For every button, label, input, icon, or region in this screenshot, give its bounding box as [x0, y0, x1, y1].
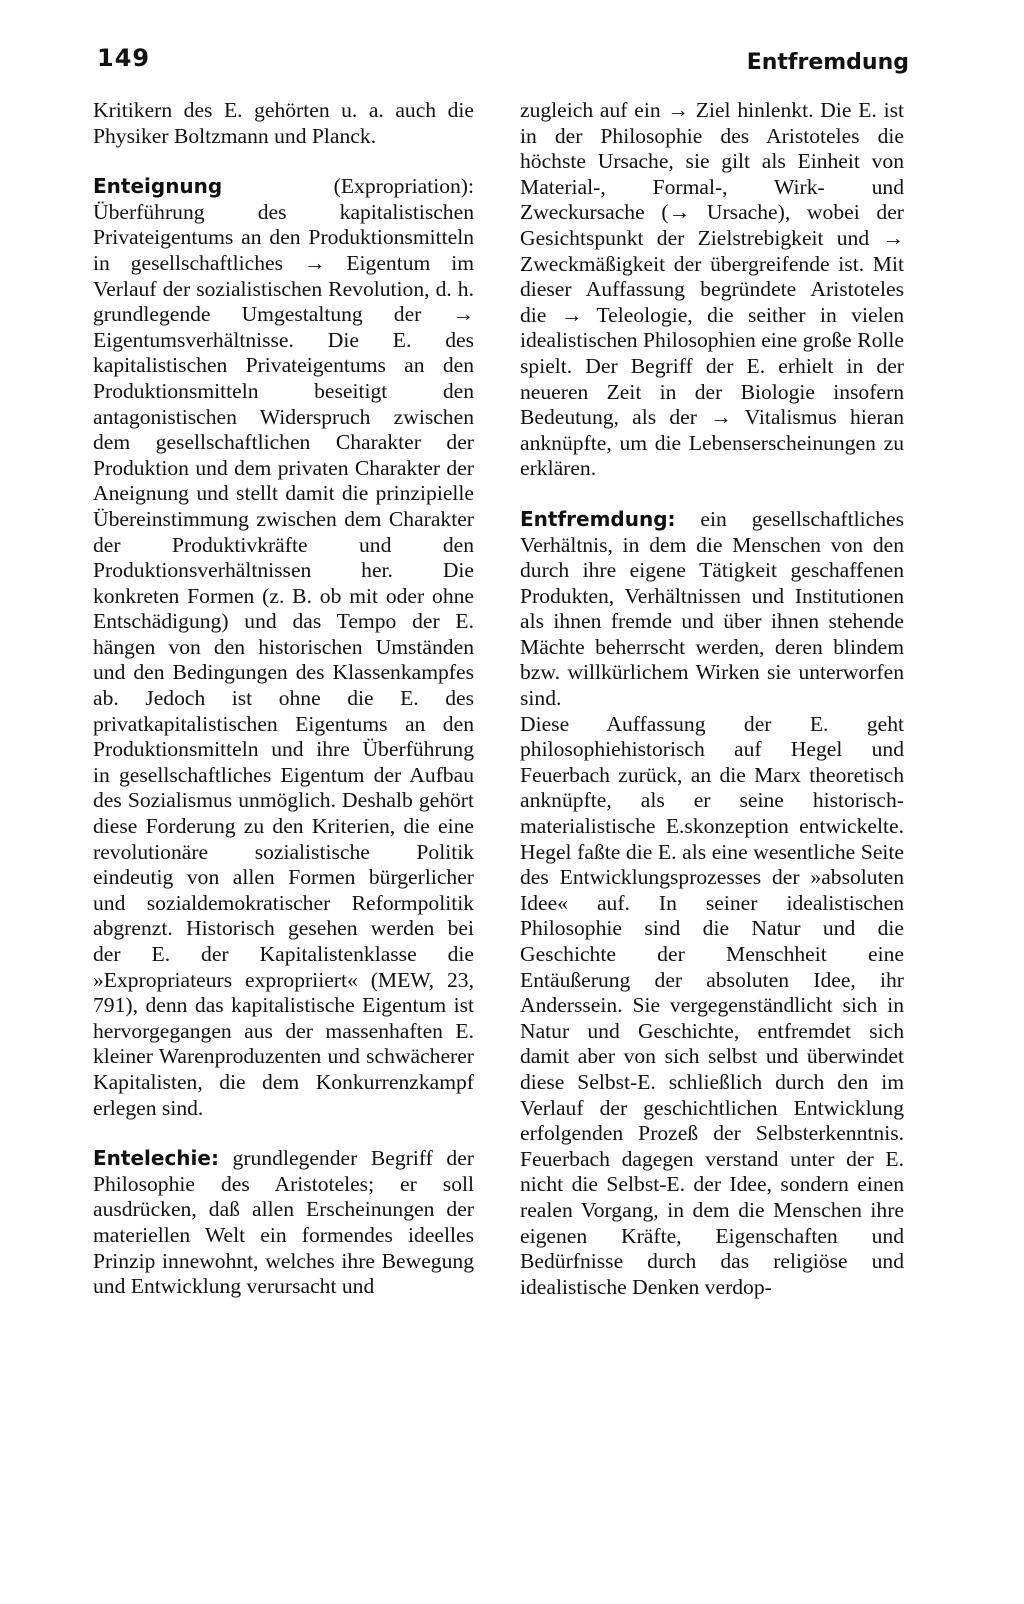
- entry-enteignung: [93, 174, 474, 1121]
- entry-text: ein gesellschaftliches Verhältnis, in dem die Menschen von den durch ihre eigene Tätigkeit geschaffenen Produkten, Verhältnissen und Institutionen als ihnen fremde und über ihnen stehende Mächte beherrscht werden, deren blindem bzw. willkürlichem Wirken sie unterworfen sind.: [520, 506, 904, 711]
- entry-continuation: Kritikern des E. gehörten u. a. auch die Physiker Boltzmann und Planck.: [93, 98, 474, 148]
- entry-headword: Entfremdung:: [520, 506, 676, 531]
- entry-paragraph: Diese Auffassung der E. geht philosophiehistorisch auf Hegel und Feuerbach zurück, an die Marx theoretisch anknüpfte, als er seine historisch-materialistische E.skonzeption entwickelte. Hegel faßte die E. als eine wesentliche Seite des Entwicklungsprozesses der »absoluten Idee« auf. In seiner idealistischen Philosophie sind die Natur und die Geschichte der Menschheit eine Entäußerung der absoluten Idee, ihr Anderssein. Sie vergegenständlicht sich in Natur und Geschichte, entfremdet sich damit aber von sich selbst und überwindet diese Selbst-E. schließlich durch den im Verlauf der geschichtlichen Entwicklung erfolgenden Prozeß der Selbsterkenntnis. Feuerbach dagegen verstand unter der E. nicht die Selbst-E. der Idee, sondern einen realen Vorgang, in dem die Menschen ihre eigenen Kräfte, Eigenschaften und Bedürfnisse durch das religiöse und idealistische Denken verdop-: [520, 711, 904, 1299]
- entry-headword: Enteignung: [93, 174, 223, 199]
- entry-entelechie: [93, 1146, 474, 1300]
- right-column: [520, 98, 904, 1300]
- page-number: 149: [97, 44, 151, 72]
- entry-text: (Expropriation): Überführung des kapitalistischen Privateigentums an den Produktionsmitteln in gesellschaftliches → Eigentum im Verlauf der sozialistischen Revolution, d. h. grundlegende Umgestaltung der → Eigentumsverhältnisse. Die E. des kapitalistischen Privateigentums an den Produktionsmitteln beseitigt den antagonistischen Widerspruch zwischen dem gesellschaftlichen Charakter der Produktion und dem privaten Charakter der Aneignung und stellt damit die prinzipielle Übereinstimmung zwischen dem Charakter der Produktivkräfte und den Produktionsverhältnissen her. Die konkreten Formen (z. B. ob mit oder ohne Entschädigung) und das Tempo der E. hängen von den historischen Umständen und den Bedingungen des Klassenkampfes ab. Jedoch ist ohne die E. des privatkapitalistischen Eigentums an den Produktionsmitteln und ihre Überführung in gesellschaftliches Eigentum der Aufbau des Sozialismus unmöglich. Deshalb gehört diese Forderung zu den Kriterien, die eine revolutionäre sozialistische Politik eindeutig von allen Formen bürgerlicher und sozialdemokratischer Reformpolitik abgrenzt. Historisch gesehen werden bei der E. der Kapitalistenklasse die »Expropriateurs expropriiert« (MEW, 23, 791), denn das kapitalistische Eigentum ist hervorgegangen aus der massenhaften E. kleiner Warenproduzenten und schwächerer Kapitalisten, die dem Konkurrenzkampf erlegen sind.: [93, 174, 474, 1120]
- entry-headword: Entelechie:: [93, 1146, 219, 1171]
- running-head: Entfremdung: [746, 50, 909, 75]
- left-column: [93, 98, 474, 1300]
- entry-continuation: zugleich auf ein → Ziel hinlenkt. Die E. ist in der Philosophie des Aristoteles die höchste Ursache, sie gilt als Einheit von Material-, Formal-, Wirk- und Zweckursache (→ Ursache), wobei der Gesichtspunkt der Zielstrebigkeit und → Zweckmäßigkeit der übergreifende ist. Mit dieser Auffassung begründete Aristoteles die → Teleologie, die seither in vielen idealistischen Philosophien eine große Rolle spielt. Der Begriff der E. erhielt in der neueren Zeit in der Biologie insofern Bedeutung, als der → Vitalismus hieran anknüpfte, um die Lebenserscheinungen zu erklären.: [520, 98, 904, 481]
- entry-text: grundlegender Begriff der Philosophie des Aristoteles; er soll ausdrücken, daß allen Erscheinungen der materiellen Welt ein formendes ideelles Prinzip innewohnt, welches ihre Bewegung und Entwicklung verursacht und: [93, 1146, 474, 1299]
- entry-entfremdung: [520, 507, 904, 712]
